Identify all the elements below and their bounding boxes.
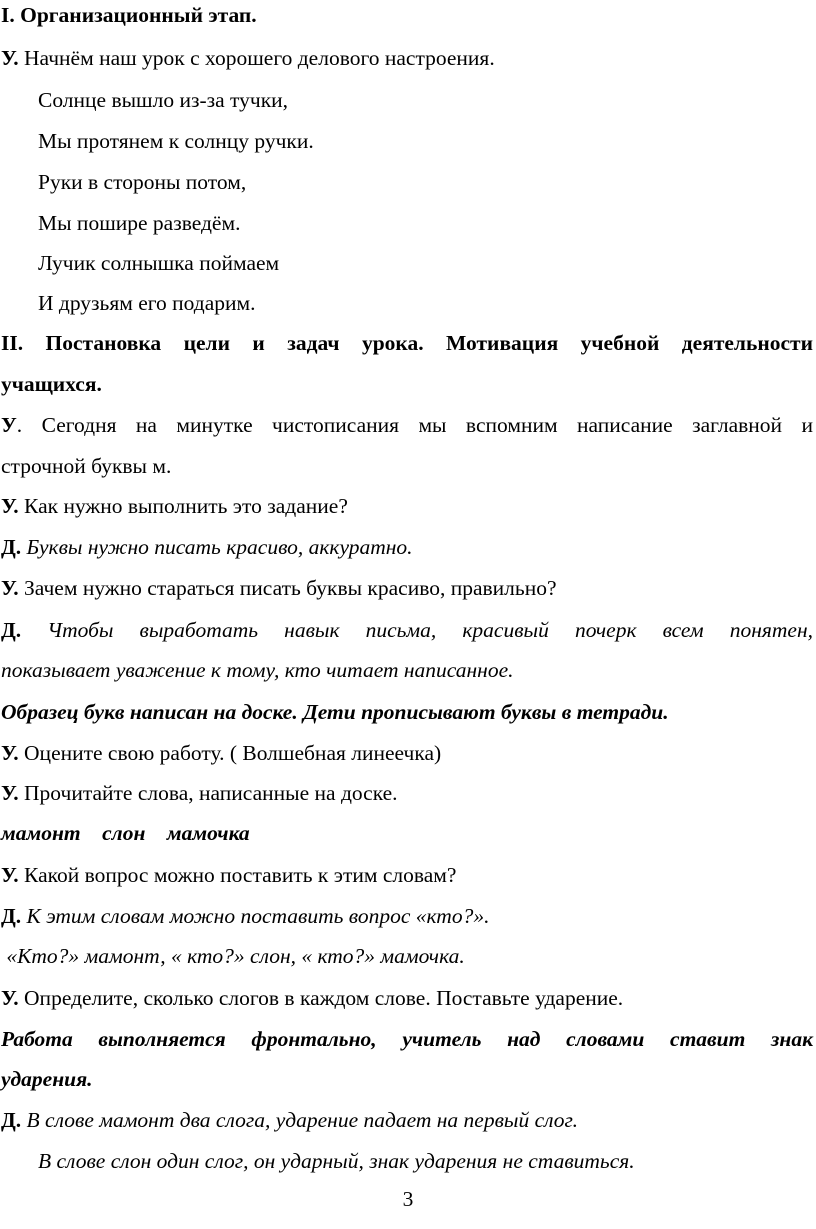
teacher-line xyxy=(1,45,813,71)
page-number: 3 xyxy=(402,1187,414,1211)
note-text: ударения. xyxy=(1,1067,93,1091)
line-text: Начнём наш урок с хорошего делового настроения. xyxy=(18,46,495,70)
note-text: Образец букв написан на доске. Дети прописывают буквы в тетради. xyxy=(1,700,669,724)
children-line xyxy=(1,1107,813,1133)
speaker-teacher: У xyxy=(1,413,17,437)
poem-text: Лучик солнышка поймаем xyxy=(38,251,280,275)
speaker-teacher: У. xyxy=(1,494,19,518)
teacher-line xyxy=(1,985,813,1011)
activity-note-cont xyxy=(1,1066,813,1092)
teacher-line xyxy=(1,780,813,806)
poem-text: И друзьям его подарим. xyxy=(38,291,256,315)
poem-text: Мы протянем к солнцу ручки. xyxy=(38,129,314,153)
poem-text: Солнце вышло из-за тучки, xyxy=(38,88,289,112)
poem-text: Руки в стороны потом, xyxy=(38,170,247,194)
poem-line xyxy=(38,290,813,316)
line-text: Буквы нужно писать красиво, аккуратно. xyxy=(21,535,413,559)
poem-line xyxy=(38,250,813,276)
line-text: Чтобы выработать навык письма, красивый почерк всем понятен, xyxy=(21,618,813,642)
line-text: показывает уважение к тому, кто читает написанное. xyxy=(1,658,514,682)
children-line xyxy=(1,534,813,560)
line-text: Оцените свою работу. ( Волшебная линеечка) xyxy=(18,741,442,765)
heading-text: II. Постановка цели и задач урока. Мотивация учебной деятельности xyxy=(1,331,813,355)
teacher-line-cont xyxy=(1,453,813,479)
board-words xyxy=(1,820,813,846)
words-text: мамонт слон мамочка xyxy=(1,821,250,845)
speaker-teacher: У. xyxy=(1,781,19,805)
teacher-line xyxy=(1,412,813,438)
poem-line xyxy=(38,169,813,195)
speaker-children: Д. xyxy=(1,535,22,559)
activity-note xyxy=(1,699,813,725)
section-heading-2-cont xyxy=(1,371,813,397)
line-text: Зачем нужно стараться писать буквы красиво, правильно? xyxy=(18,576,557,600)
poem-text: Мы пошире разведём. xyxy=(38,211,241,235)
teacher-line xyxy=(1,862,813,888)
line-text: «Кто?» мамонт, « кто?» слон, « кто?» мамочка. xyxy=(1,944,465,968)
children-line-cont xyxy=(1,657,813,683)
speaker-children: Д. xyxy=(1,904,22,928)
line-text: Определите, сколько слогов в каждом слове. Поставьте ударение. xyxy=(18,986,624,1010)
activity-note xyxy=(1,1026,813,1052)
line-text: Прочитайте слова, написанные на доске. xyxy=(18,781,398,805)
speaker-teacher: У. xyxy=(1,986,19,1010)
section-heading-1 xyxy=(1,2,813,28)
line-text: К этим словам можно поставить вопрос «кто?». xyxy=(21,904,490,928)
children-line xyxy=(1,617,813,643)
line-text: Какой вопрос можно поставить к этим словам? xyxy=(18,863,457,887)
line-text: строчной буквы м. xyxy=(1,454,172,478)
speaker-teacher: У. xyxy=(1,863,19,887)
heading-text: учащихся. xyxy=(1,372,102,396)
line-text: В слове слон один слог, он ударный, знак ударения не ставиться. xyxy=(38,1149,635,1173)
note-text: Работа выполняется фронтально, учитель над словами ставит знак xyxy=(1,1027,813,1051)
teacher-line xyxy=(1,493,813,519)
heading-text: I. Организационный этап. xyxy=(1,3,257,27)
speaker-teacher: У. xyxy=(1,741,19,765)
speaker-children: Д. xyxy=(1,618,22,642)
poem-line xyxy=(38,210,813,236)
teacher-line xyxy=(1,740,813,766)
line-text: . Сегодня на минутке чистописания мы вспомним написание заглавной и xyxy=(16,413,813,437)
speaker-teacher: У. xyxy=(1,46,19,70)
line-text: В слове мамонт два слога, ударение падает на первый слог. xyxy=(21,1108,579,1132)
children-line xyxy=(1,903,813,929)
poem-line xyxy=(38,128,813,154)
section-heading-2 xyxy=(1,330,813,356)
speaker-children: Д. xyxy=(1,1108,22,1132)
line-text: Как нужно выполнить это задание? xyxy=(18,494,348,518)
speaker-teacher: У. xyxy=(1,576,19,600)
poem-line xyxy=(38,87,813,113)
children-line-cont xyxy=(1,943,813,969)
teacher-line xyxy=(1,575,813,601)
children-line-cont xyxy=(38,1148,813,1174)
